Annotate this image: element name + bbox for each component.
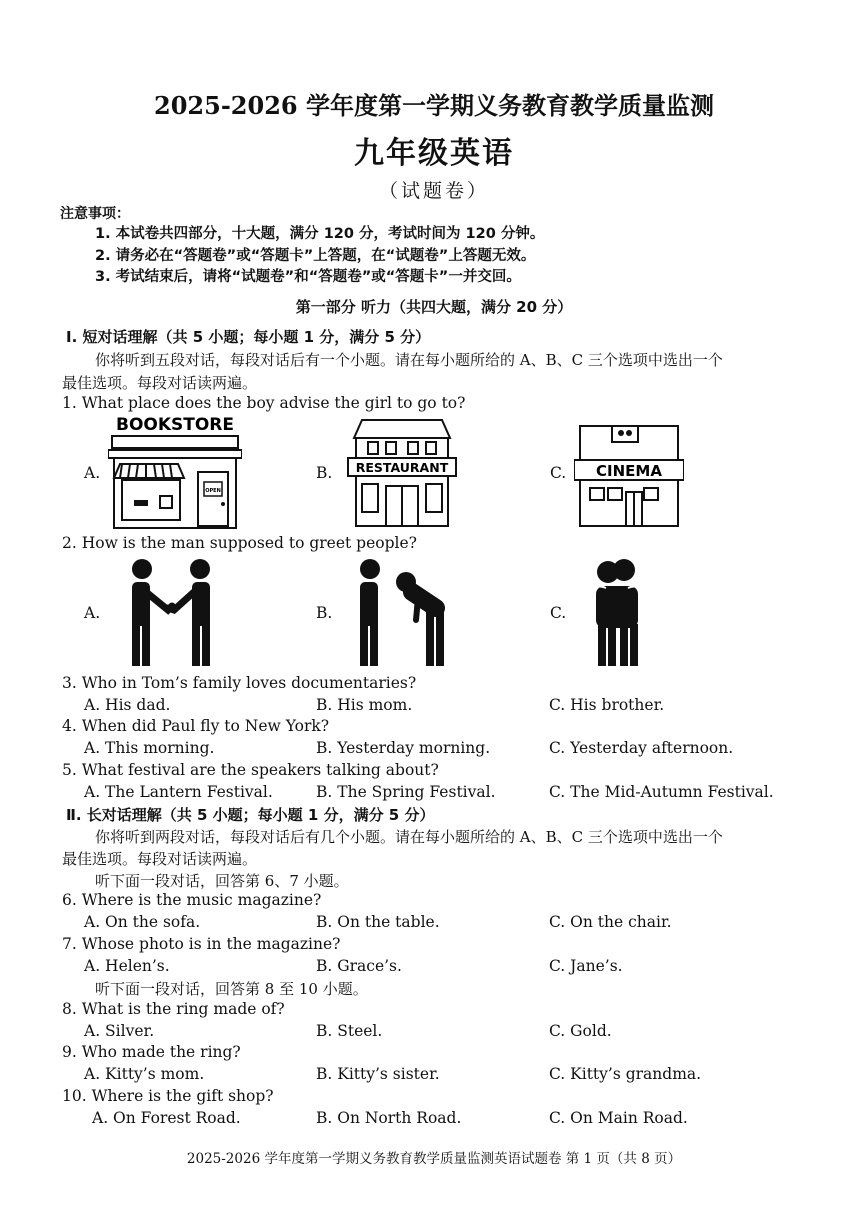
q6-option-c: C. On the chair. <box>549 913 672 931</box>
q2-option-c-label: C. <box>550 604 567 622</box>
question-5-stem: 5. What festival are the speakers talking about? <box>62 761 439 779</box>
restaurant-sign: RESTAURANT <box>355 460 449 475</box>
q4-option-c: C. Yesterday afternoon. <box>549 739 734 757</box>
q3-option-b: B. His mom. <box>316 696 413 714</box>
open-sign: OPEN <box>205 488 221 494</box>
q9-option-a: A. Kitty’s mom. <box>84 1065 205 1083</box>
page-footer: 2025-2026 学年度第一学期义务教育教学质量监测英语试题卷 第 1 页（共 8 页） <box>186 1151 682 1167</box>
q2-option-a-label: A. <box>84 604 101 622</box>
section2-instruction: 最佳选项。每段对话读两遍。 <box>62 850 258 868</box>
dialog2-intro: 听下面一段对话，回答第 8 至 10 小题。 <box>95 980 368 998</box>
q7-option-c: C. Jane’s. <box>549 957 623 975</box>
notice-item: 2. 请务必在“答题卷”或“答题卡”上答题，在“试题卷”上答题无效。 <box>95 248 536 264</box>
q3-option-c: C. His brother. <box>549 696 665 714</box>
question-1-stem: 1. What place does the boy advise the girl to go to? <box>62 394 466 412</box>
section1-instruction: 你将听到五段对话，每段对话后有一个小题。请在每小题所给的 A、B、C 三个选项中选出一个 <box>95 351 723 369</box>
q9-option-b: B. Kitty’s sister. <box>316 1065 440 1083</box>
q7-option-a: A. Helen’s. <box>84 957 170 975</box>
section2-title: Ⅱ. 长对话理解（共 5 小题；每小题 1 分，满分 5 分） <box>66 806 435 824</box>
question-4-stem: 4. When did Paul fly to New York? <box>62 717 330 735</box>
exam-title: 2025-2026 学年度第一学期义务教育教学质量监测 <box>154 91 714 120</box>
q7-option-b: B. Grace’s. <box>316 957 402 975</box>
q8-option-b: B. Steel. <box>316 1022 383 1040</box>
question-3-stem: 3. Who in Tom’s family loves documentaries? <box>62 674 417 692</box>
q10-option-a: A. On Forest Road. <box>92 1109 241 1127</box>
q9-option-c: C. Kitty’s grandma. <box>549 1065 702 1083</box>
question-9-stem: 9. Who made the ring? <box>62 1043 241 1061</box>
section1-title: Ⅰ. 短对话理解（共 5 小题；每小题 1 分，满分 5 分） <box>66 328 431 346</box>
notice-item: 1. 本试卷共四部分，十大题，满分 120 分，考试时间为 120 分钟。 <box>95 226 545 242</box>
paper-type: （试题卷） <box>378 180 489 202</box>
bookstore-image <box>108 410 242 530</box>
question-10-stem: 10. Where is the gift shop? <box>62 1087 274 1105</box>
q3-option-a: A. His dad. <box>84 696 171 714</box>
question-6-stem: 6. Where is the music magazine? <box>62 891 322 909</box>
q1-option-b-label: B. <box>316 464 333 482</box>
q1-option-c-label: C. <box>550 464 567 482</box>
dialog1-intro: 听下面一段对话，回答第 6、7 小题。 <box>95 872 349 890</box>
q5-option-a: A. The Lantern Festival. <box>84 783 273 801</box>
hug-image <box>586 558 650 666</box>
q8-option-a: A. Silver. <box>84 1022 155 1040</box>
cinema-sign: CINEMA <box>596 462 662 480</box>
handshake-image <box>124 558 216 666</box>
restaurant-image <box>346 414 458 528</box>
bookstore-sign: BOOKSTORE <box>115 415 235 435</box>
section1-instruction: 最佳选项。每段对话读两遍。 <box>62 374 258 392</box>
q10-option-c: C. On Main Road. <box>549 1109 688 1127</box>
part1-title: 第一部分 听力（共四大题，满分 20 分） <box>295 298 573 316</box>
q8-option-c: C. Gold. <box>549 1022 612 1040</box>
q2-option-b-label: B. <box>316 604 333 622</box>
cinema-image <box>574 420 684 528</box>
subject-title: 九年级英语 <box>354 136 514 171</box>
q10-option-b: B. On North Road. <box>316 1109 462 1127</box>
question-7-stem: 7. Whose photo is in the magazine? <box>62 935 341 953</box>
q1-option-a-label: A. <box>84 464 101 482</box>
q5-option-c: C. The Mid-Autumn Festival. <box>549 783 774 801</box>
notice-item: 3. 考试结束后，请将“试题卷”和“答题卷”或“答题卡”一并交回。 <box>95 269 521 285</box>
q4-option-a: A. This morning. <box>84 739 215 757</box>
notice-heading: 注意事项： <box>60 206 130 222</box>
bow-image <box>352 558 448 666</box>
q6-option-b: B. On the table. <box>316 913 440 931</box>
question-2-stem: 2. How is the man supposed to greet people? <box>62 534 417 552</box>
q6-option-a: A. On the sofa. <box>84 913 201 931</box>
section2-instruction: 你将听到两段对话，每段对话后有几个小题。请在每小题所给的 A、B、C 三个选项中选出一个 <box>95 828 723 846</box>
q5-option-b: B. The Spring Festival. <box>316 783 496 801</box>
question-8-stem: 8. What is the ring made of? <box>62 1000 285 1018</box>
q4-option-b: B. Yesterday morning. <box>316 739 491 757</box>
